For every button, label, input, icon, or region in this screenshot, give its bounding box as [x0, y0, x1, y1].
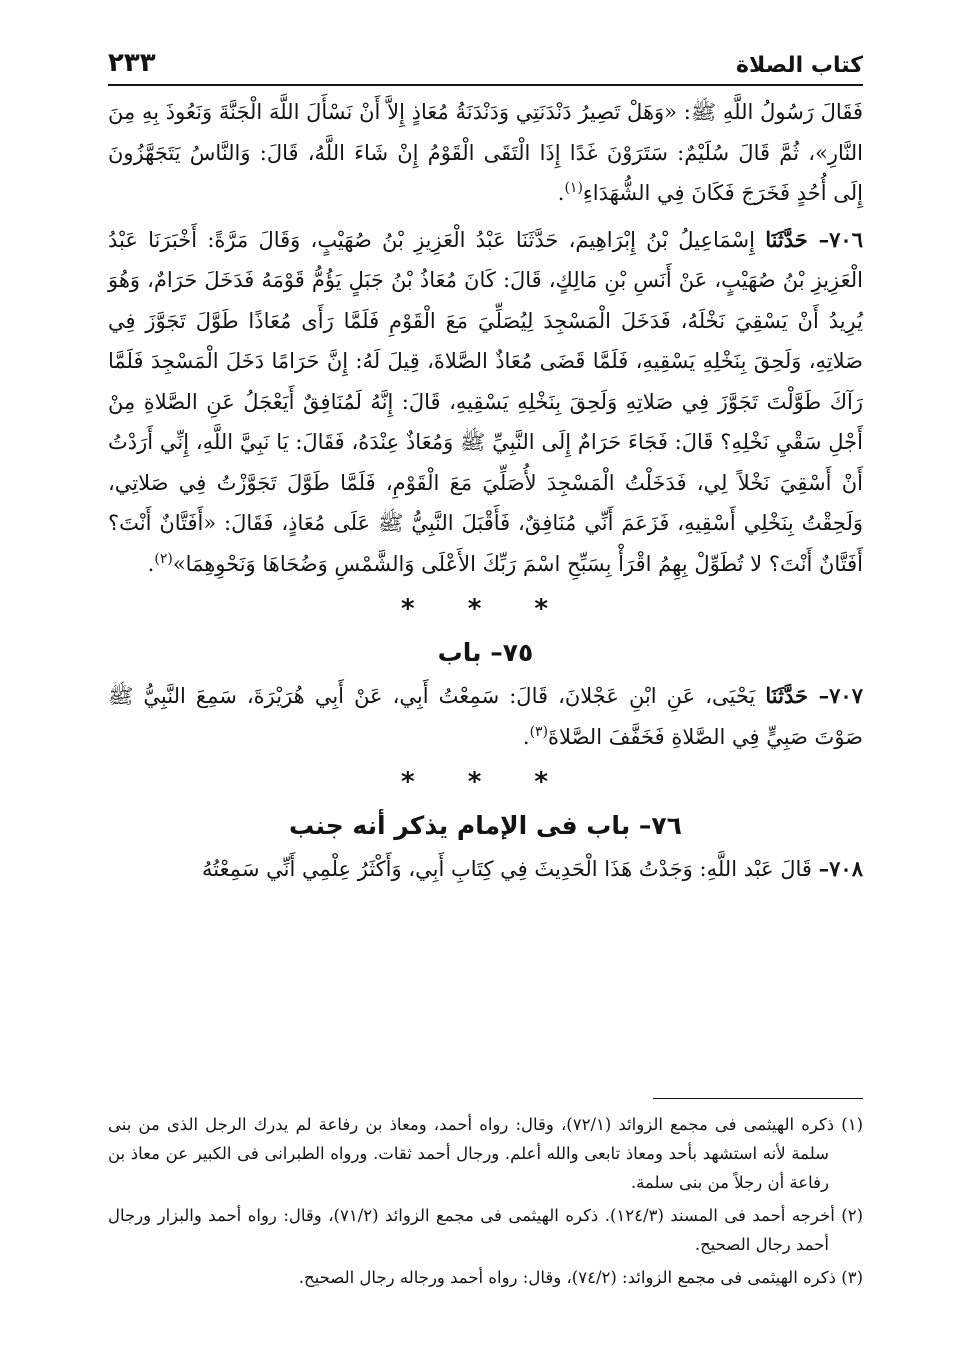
- paragraph-text: قَالَ عَبْد اللَّهِ: وَجَدْتُ هَذَا الْحَدِيثَ فِي كِتَابِ أَبِي، وَأَكْثَرُ عِلْمِي أَنِّي سَمِعْتُهُ: [201, 857, 812, 881]
- paragraph-end: .: [557, 181, 565, 205]
- hadith-708: [108, 849, 863, 890]
- footnote-number: (١): [841, 1115, 863, 1134]
- hadith-705-continuation: [108, 92, 863, 214]
- paragraph-end: .: [522, 724, 530, 749]
- footnote-1: [108, 1110, 863, 1197]
- page-header: [108, 48, 863, 86]
- section-separator: * * *: [401, 594, 570, 624]
- footnote-marker: (٢): [154, 550, 173, 567]
- footnote-2: [108, 1201, 863, 1259]
- footnote-text: ذكره الهيثمى فى مجمع الزوائد: (٧٤/٢)، وقال: رواه أحمد ورجاله رجال الصحيح.: [298, 1268, 836, 1287]
- paragraph-text: فَقَالَ رَسُولُ اللَّهِ ﷺ: «وَهَلْ تَصِيرُ دَنْدَنَتِي وَدَنْدَنَةُ مُعَاذٍ إِلاَّ أَنْ نَسْأَلَ اللَّهَ الْجَنَّةَ وَنَعُوذَ بِهِ مِنَ النَّارِ»، ثُمَّ قَالَ سُلَيْمٌ: سَتَرَوْنَ غَدًا إِذَا الْتَقَى الْقَوْمُ إِنْ شَاءَ اللَّهُ، قَالَ: وَالنَّاسُ يَتَجَهَّزُونَ إِلَى أُحُدٍ فَخَرَجَ فَكَانَ فِي الشُّهَدَاءِ: [108, 100, 863, 205]
- book-title: كتاب الصلاة: [736, 53, 863, 78]
- footnote-divider: [653, 1098, 863, 1099]
- footnote-number: (٢): [841, 1206, 863, 1225]
- hadith-number: ٧٠٨–: [818, 856, 863, 881]
- footnote-text: ذكره الهيثمى فى مجمع الزوائد (٧٢/١)، وقال: رواه أحمد، ومعاذ بن رفاعة لم يدرك الرجل الذى من بنى سلمة لأنه استشهد بأحد ومعاذ تابعى والله أعلم. ورجال أحمد ثقات. ورواه الطبرانى فى الكبير عن معاذ بن رفاعة أن رجلاً من بنى سلمة.: [108, 1115, 835, 1192]
- hadith-706: [108, 220, 863, 585]
- footnote-number: (٣): [841, 1268, 863, 1287]
- section-separator: * * *: [401, 767, 570, 797]
- hadith-number: ٧٠٧– حَدَّثَنَا: [765, 683, 863, 708]
- paragraph-text: يَحْيَى، عَنِ ابْنِ عَجْلانَ، قَالَ: سَمِعْتُ أَبِي، عَنْ أَبِي هُرَيْرَةَ، سَمِعَ النَّبِيُّ ﷺ صَوْتَ صَبِيٍّ فِي الصَّلاةِ فَخَفَّفَ الصَّلاةَ: [108, 684, 863, 749]
- paragraph-text: إِسْمَاعِيلُ بْنُ إِبْرَاهِيمَ، حَدَّثَنَا عَبْدُ الْعَزِيزِ بْنُ صُهَيْبٍ، وَقَالَ مَرَّةً: أَخْبَرَنَا عَبْدُ الْعَزِيزِ بْنُ صُهَيْبٍ، عَنْ أَنَسِ بْنِ مَالِكٍ، قَالَ: كَانَ مُعَاذُ بْنُ جَبَلٍ يَؤُمُّ قَوْمَهُ فَدَخَلَ حَرَامٌ، وَهُوَ يُرِيدُ أَنْ يَسْقِيَ نَخْلَهُ، فَدَخَلَ الْمَسْجِدَ لِيُصَلِّيَ مَعَ الْقَوْمِ فَلَمَّا رَأَى مُعَاذًا طَوَّلَ تَجَوَّزَ فِي صَلاتِهِ، وَلَحِقَ بِنَخْلِهِ يَسْقِيهِ، فَلَمَّا قَضَى مُعَاذٌ الصَّلاةَ، قِيلَ لَهُ: إِنَّ حَرَامًا دَخَلَ الْمَسْجِدَ فَلَمَّا رَآكَ طَوَّلْتَ تَجَوَّزَ فِي صَلاتِهِ وَلَحِقَ بِنَخْلِهِ يَسْقِيهِ، قَالَ: إِنَّهُ لَمُنَافِقٌ أَيَعْجَلُ عَنِ الصَّلاةِ مِنْ أَجْلِ سَقْيِ نَخْلِهِ؟ قَالَ: فَجَاءَ حَرَامٌ إِلَى النَّبِيِّ ﷺ وَمُعَاذٌ عِنْدَهُ، فَقَالَ: يَا نَبِيَّ اللَّهِ، إِنِّي أَرَدْتُ أَنْ أَسْقِيَ نَخْلاً لِي، فَدَخَلْتُ الْمَسْجِدَ لأُصَلِّيَ مَعَ الْقَوْمِ، فَلَمَّا طَوَّلَ تَجَوَّزْتُ فِي صَلاتِي، وَلَحِقْتُ بِنَخْلِي أَسْقِيهِ، فَزَعَمَ أَنِّي مُنَافِقٌ، فَأَقْبَلَ النَّبِيُّ ﷺ عَلَى مُعَاذٍ، فَقَالَ: «أَفَتَّانٌ أَنْتَ؟ أَفَتَّانٌ أَنْتَ؟ لا تُطَوِّلْ بِهِمُ اقْرَأْ بِسَبِّحِ اسْمَ رَبِّكَ الأَعْلَى وَالشَّمْسِ وَضُحَاهَا وَنَحْوِهِمَا»: [108, 227, 863, 576]
- main-text: [108, 92, 863, 890]
- page-number: ٢٣٣: [108, 48, 156, 78]
- footnote-text: أخرجه أحمد فى المسند (١٢٤/٣). ذكره الهيثمى فى مجمع الزوائد (٧١/٢)، وقال: رواه أحمد والبزار ورجال أحمد رجال الصحيح.: [108, 1206, 835, 1254]
- hadith-707: [108, 676, 863, 757]
- footnote-marker: (٣): [529, 723, 549, 740]
- footnote-3: [108, 1263, 863, 1292]
- paragraph-end: .: [147, 551, 155, 576]
- hadith-number: ٧٠٦– حَدَّثَنَا: [765, 226, 863, 252]
- footnote-marker: (١): [564, 180, 583, 196]
- chapter-heading-76: ٧٦– باب فى الإمام يذكر أنه جنب: [289, 811, 682, 840]
- chapter-heading-75: ٧٥– باب: [437, 638, 534, 667]
- footnotes: [108, 1110, 863, 1296]
